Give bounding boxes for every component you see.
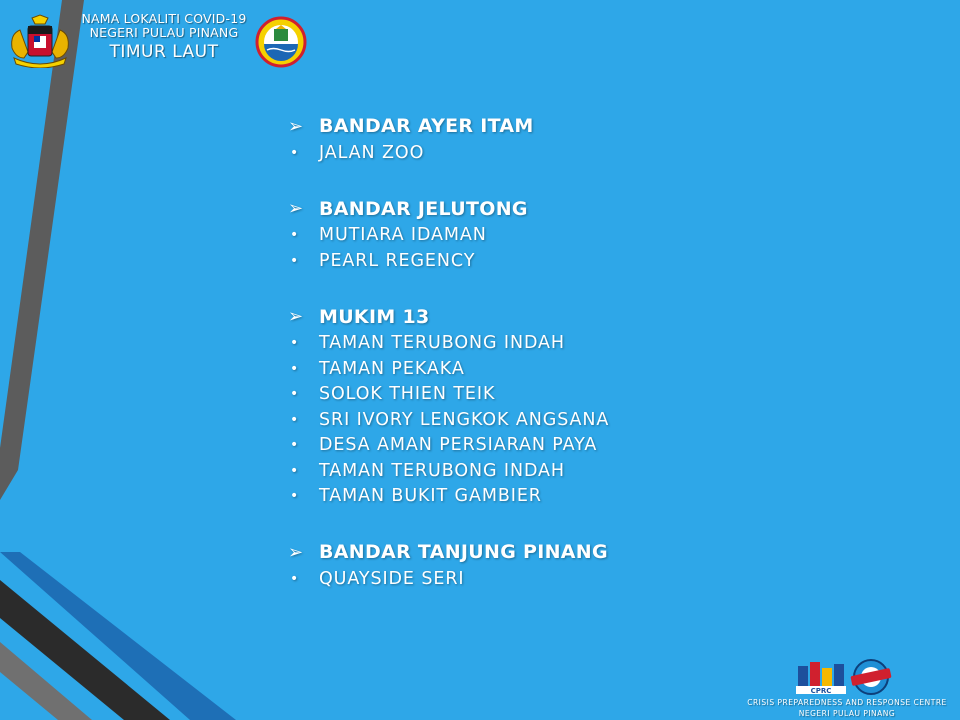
bullet-icon: •	[290, 570, 300, 587]
list-item-label: DESA AMAN PERSIARAN PAYA	[319, 435, 598, 456]
bullet-icon: •	[290, 488, 300, 505]
section-title: BANDAR AYER ITAM	[319, 115, 534, 137]
list-item	[288, 331, 609, 357]
bullet-icon: •	[290, 437, 300, 454]
bullet-icon: •	[290, 335, 300, 352]
list-item	[288, 382, 609, 408]
list-item-label: TAMAN TERUBONG INDAH	[319, 333, 565, 354]
list-item	[288, 433, 609, 459]
cprc-logo	[796, 660, 846, 698]
list-item	[288, 458, 609, 484]
header-line-2: NEGERI PULAU PINANG	[89, 25, 239, 41]
footer-line-2: NEGERI PULAU PINANG	[798, 709, 896, 718]
list-item-label: QUAYSIDE SERI	[319, 568, 465, 589]
section-title: MUKIM 13	[319, 305, 430, 328]
bullet-icon: •	[290, 144, 300, 161]
section-mukim-13	[288, 303, 609, 510]
state-emblem-logo	[255, 16, 307, 72]
arrow-bullet-icon: ➢	[288, 306, 304, 327]
header-line-3: TIMUR LAUT	[109, 41, 219, 62]
bullet-icon: •	[290, 411, 300, 428]
footer-line-1: CRISIS PREPAREDNESS AND RESPONSE CENTRE	[747, 698, 947, 707]
section-heading	[288, 195, 609, 223]
list-item	[288, 566, 609, 592]
section-bandar-ayer-itam	[288, 112, 609, 166]
section-heading	[288, 538, 609, 566]
list-item-label: SRI IVORY LENGKOK ANGSANA	[319, 409, 610, 430]
list-item-label: TAMAN BUKIT GAMBIER	[319, 486, 542, 507]
section-heading	[288, 112, 609, 140]
arrow-bullet-icon: ➢	[288, 541, 304, 563]
bullet-icon: •	[290, 252, 300, 269]
list-item-label: MUTIARA IDAMAN	[319, 225, 487, 246]
list-item	[288, 356, 609, 382]
upper-grey-stripe	[0, 0, 84, 500]
bullet-icon: •	[290, 386, 300, 403]
list-item-label: TAMAN PEKAKA	[319, 358, 465, 379]
section-bandar-tanjung-pinang	[288, 538, 609, 592]
section-title: BANDAR TANJUNG PINANG	[319, 541, 608, 563]
section-bandar-jelutong	[288, 195, 609, 274]
list-item	[288, 407, 609, 433]
list-item-label: SOLOK THIEN TEIK	[319, 384, 496, 405]
list-item	[288, 248, 609, 274]
bullet-icon: •	[290, 462, 300, 479]
campaign-badge-logo	[850, 658, 892, 700]
section-title: BANDAR JELUTONG	[319, 197, 528, 220]
locality-list	[288, 112, 609, 621]
list-item	[288, 223, 609, 249]
header-line-1: NAMA LOKALITI COVID-19	[81, 11, 247, 26]
header-title-block	[72, 12, 256, 62]
footer-organization	[738, 697, 956, 719]
list-item-label: TAMAN TERUBONG INDAH	[319, 460, 565, 481]
cprc-badge-text: CPRC	[810, 687, 832, 694]
bullet-icon: •	[290, 360, 300, 377]
coat-of-arms-logo	[8, 14, 72, 72]
list-item-label: PEARL REGENCY	[319, 250, 476, 271]
list-item	[288, 140, 609, 166]
arrow-bullet-icon: ➢	[288, 198, 304, 219]
list-item	[288, 484, 609, 510]
list-item-label: JALAN ZOO	[319, 142, 425, 163]
bullet-icon: •	[290, 227, 300, 244]
arrow-bullet-icon: ➢	[288, 115, 304, 137]
section-heading	[288, 303, 609, 331]
